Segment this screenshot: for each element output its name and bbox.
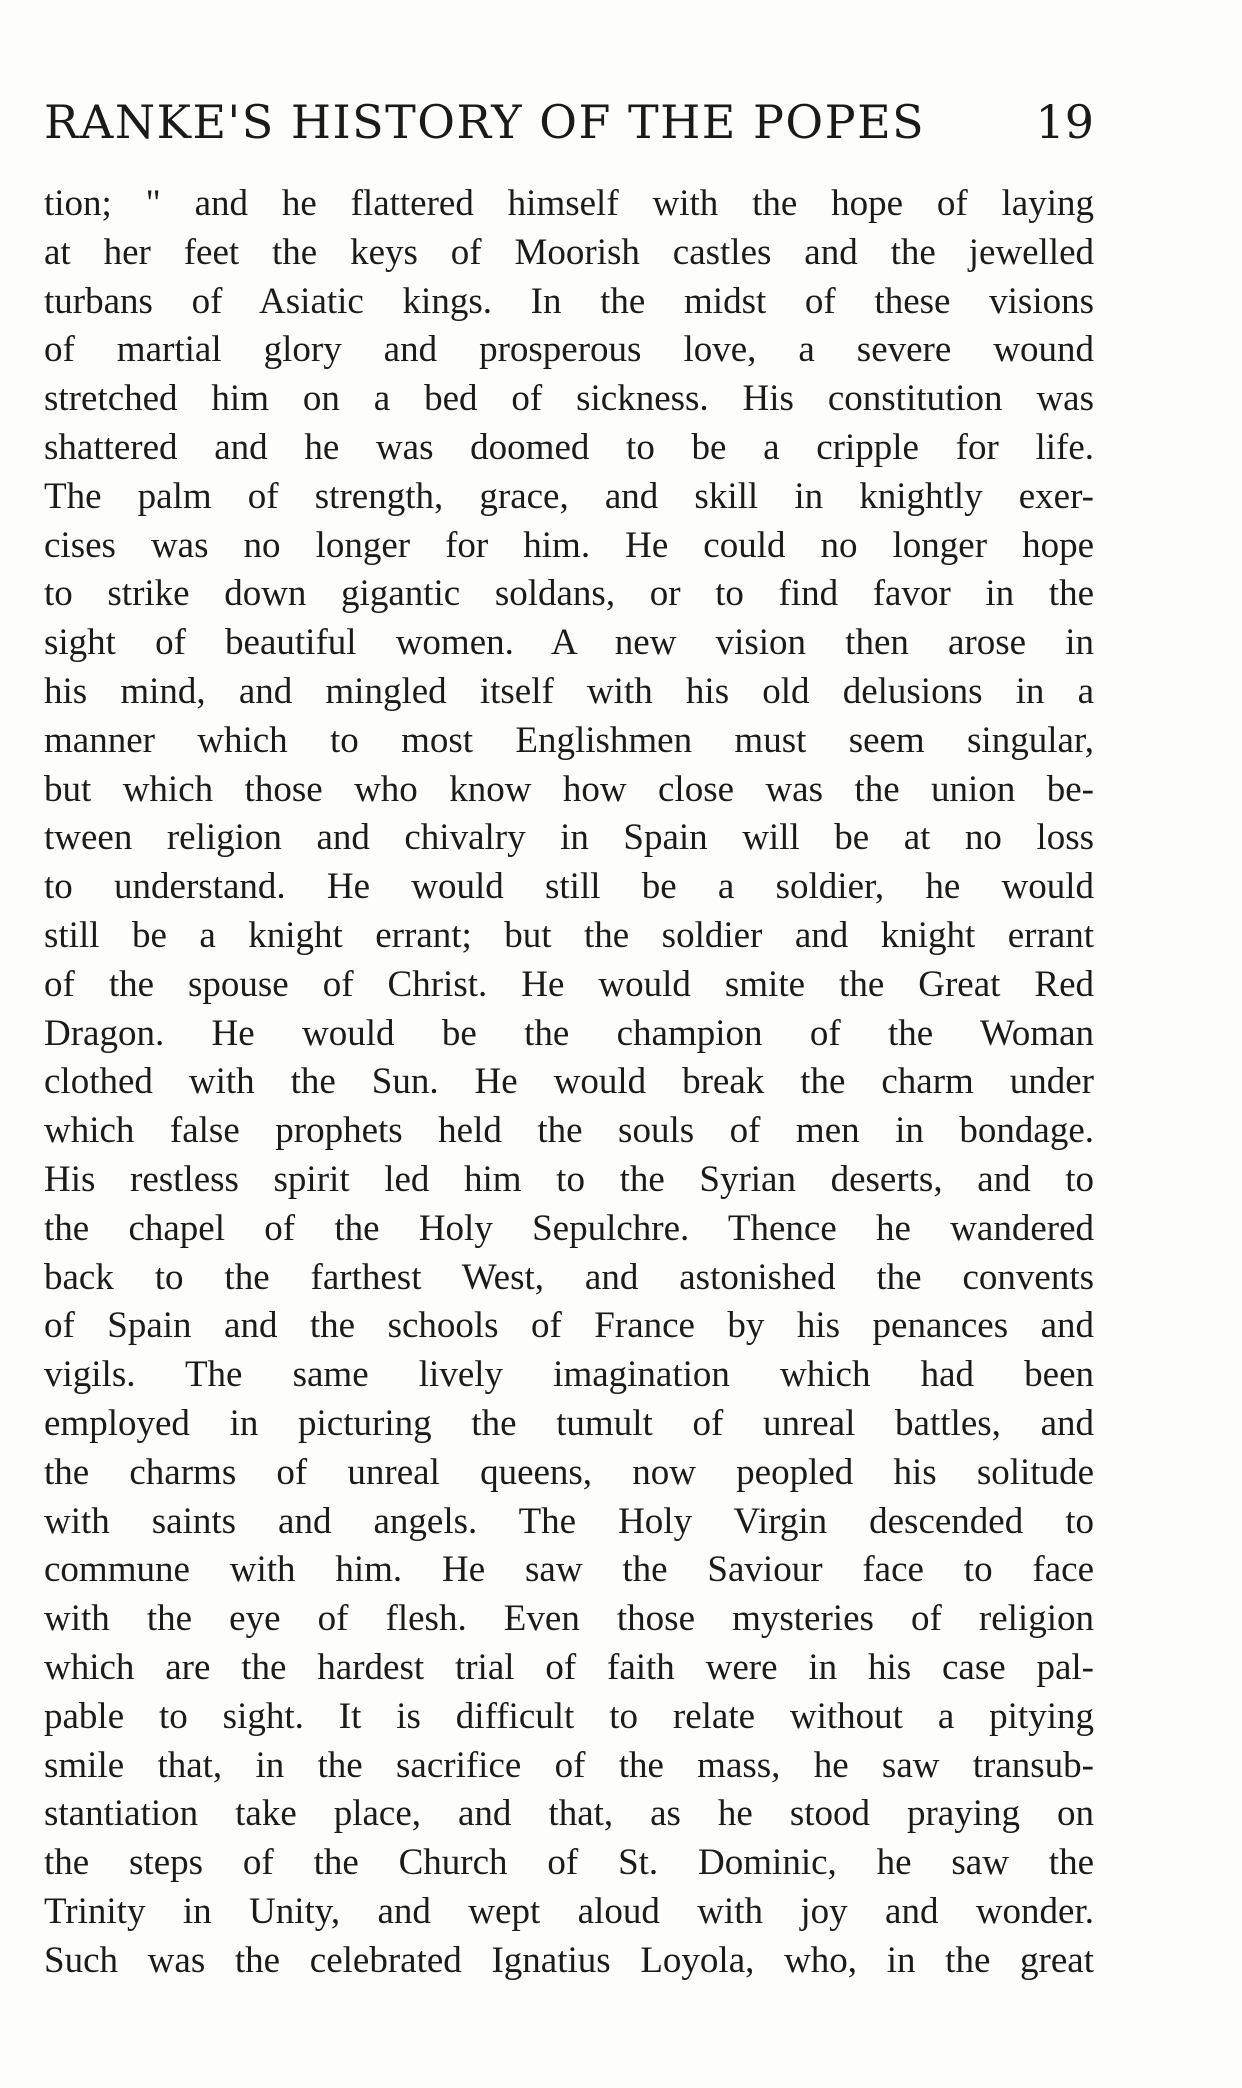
text-line: at her feet the keys of Moorish castles and the jewelled [44,231,1094,273]
text-line: but which those who know how close was the union be- [44,768,1094,810]
page-number: 19 [1035,95,1094,149]
text-line: vigils. The same lively imagination which had been [44,1354,1094,1396]
text-line: the chapel of the Holy Sepulchre. Thence he wandered [44,1207,1094,1249]
body-text [44,180,1094,1985]
text-line: of the spouse of Christ. He would smite the Great Red [44,963,1094,1005]
text-line: turbans of Asiatic kings. In the midst of these visions [44,280,1094,322]
text-line: His restless spirit led him to the Syrian deserts, and to [44,1158,1094,1200]
text-line: cises was no longer for him. He could no longer hope [44,524,1094,566]
text-line: stretched him on a bed of sickness. His constitution was [44,378,1094,420]
text-line: Such was the celebrated Ignatius Loyola, who, in the great [44,1939,1094,1981]
text-line: which are the hardest trial of faith were in his case pal- [44,1646,1094,1688]
text-line: with saints and angels. The Holy Virgin descended to [44,1500,1094,1542]
text-line: of martial glory and prosperous love, a severe wound [44,329,1094,371]
text-line: clothed with the Sun. He would break the charm under [44,1061,1094,1103]
running-title: RANKE'S HISTORY OF THE POPES [44,95,926,149]
text-line: pable to sight. It is difficult to relate without a pitying [44,1695,1094,1737]
text-line: tween religion and chivalry in Spain will be at no loss [44,817,1094,859]
text-line: with the eye of flesh. Even those mysteries of religion [44,1598,1094,1640]
text-line: the steps of the Church of St. Dominic, he saw the [44,1842,1094,1884]
text-line: back to the farthest West, and astonished the convents [44,1256,1094,1298]
text-line: his mind, and mingled itself with his old delusions in a [44,670,1094,712]
text-line: tion; " and he flattered himself with the hope of laying [44,183,1094,224]
text-line: Trinity in Unity, and wept aloud with joy and wonder. [44,1890,1094,1932]
text-line: still be a knight errant; but the soldier and knight errant [44,914,1094,956]
text-line: shattered and he was doomed to be a cripple for life. [44,426,1094,468]
text-line: commune with him. He saw the Saviour face to face [44,1549,1094,1591]
text-line: employed in picturing the tumult of unreal battles, and [44,1402,1094,1444]
text-line: smile that, in the sacrifice of the mass, he saw transub- [44,1744,1094,1786]
text-line: to understand. He would still be a soldier, he would [44,866,1094,908]
text-line: sight of beautiful women. A new vision then arose in [44,622,1094,664]
text-line: stantiation take place, and that, as he stood praying on [44,1793,1094,1835]
text-line: The palm of strength, grace, and skill in knightly exer- [44,475,1094,517]
text-line: to strike down gigantic soldans, or to find favor in the [44,573,1094,615]
text-line: the charms of unreal queens, now peopled his solitude [44,1451,1094,1493]
text-line: which false prophets held the souls of men in bondage. [44,1110,1094,1152]
text-line: Dragon. He would be the champion of the Woman [44,1012,1094,1054]
text-line: of Spain and the schools of France by his penances and [44,1305,1094,1347]
text-line: manner which to most Englishmen must seem singular, [44,719,1094,761]
running-head [44,92,1094,152]
